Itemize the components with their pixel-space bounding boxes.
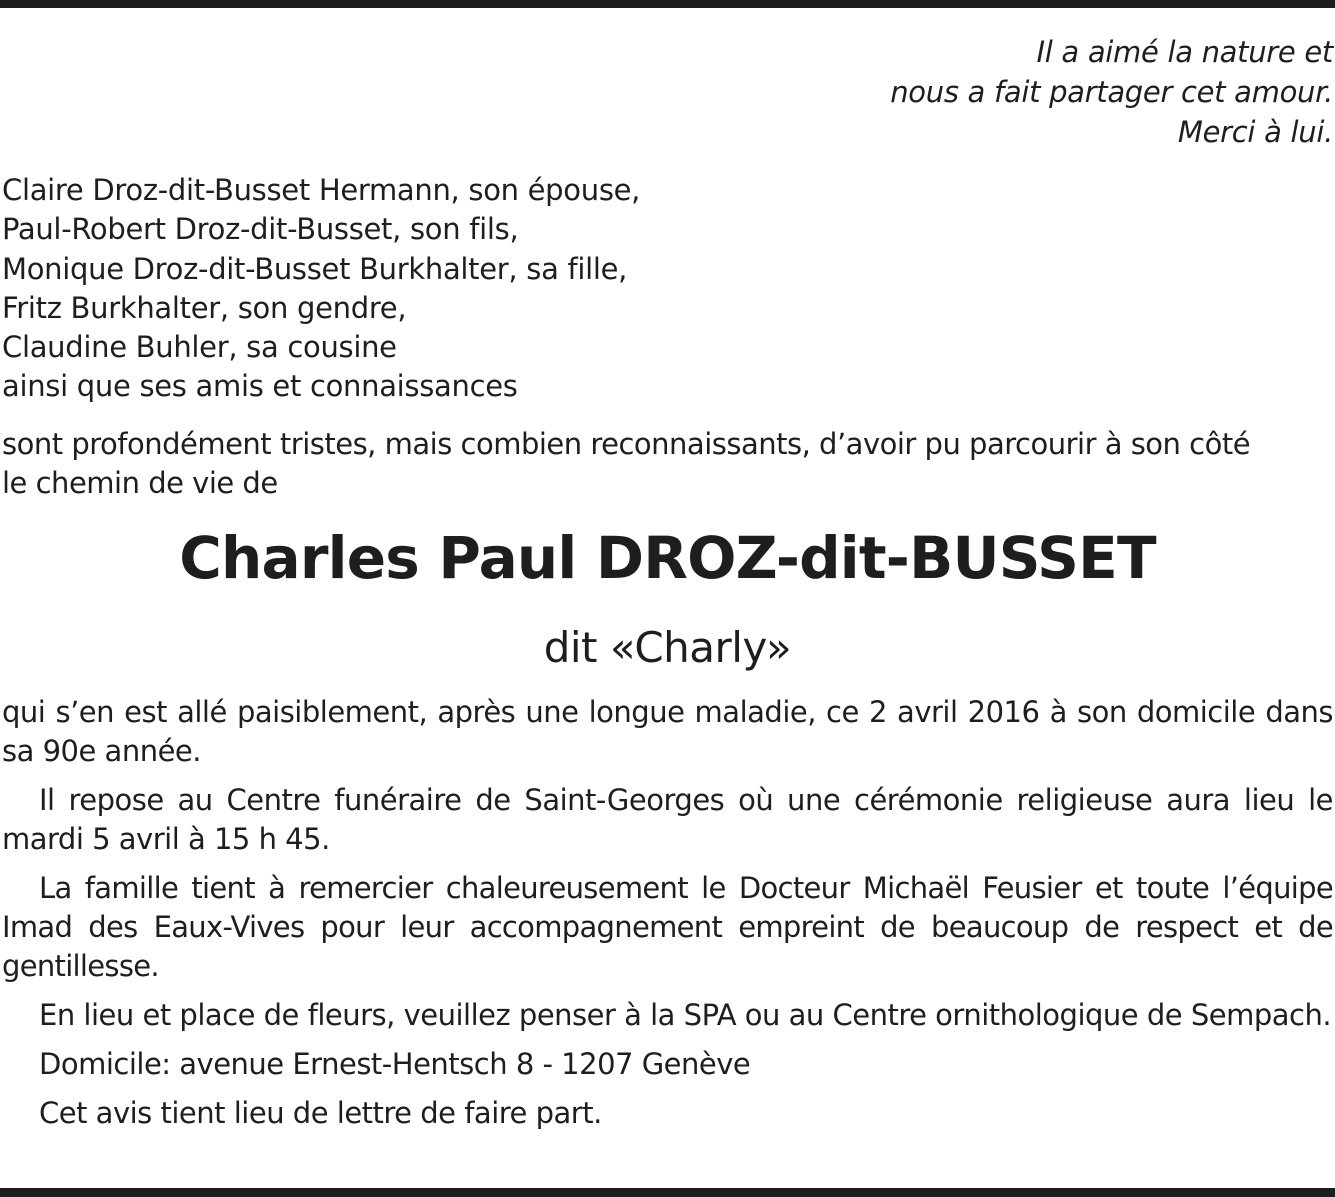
thanks-paragraph: La famille tient à remercier chaleureusement le Docteur Michaël Feusier et toute l’équipe Imad des Eaux-Vives pour leur accompagnement empreint de beaucoup de respect et de gentillesse. bbox=[2, 871, 1333, 983]
obituary-notice bbox=[0, 8, 1335, 1188]
family-member: ainsi que ses amis et connaissances bbox=[2, 369, 518, 404]
family-member: Claire Droz-dit-Busset Hermann, son épouse, bbox=[2, 173, 641, 207]
family-member: Claudine Buhler, sa cousine bbox=[2, 330, 397, 365]
deceased-nickname: dit «Charly» bbox=[543, 623, 792, 672]
notice-line: Cet avis tient lieu de lettre de faire part. bbox=[39, 1096, 602, 1130]
flowers-paragraph: En lieu et place de fleurs, veuillez penser à la SPA ou au Centre ornithologique de Sempach. bbox=[39, 998, 1332, 1032]
obituary-body bbox=[2, 693, 1333, 1143]
passing-paragraph: qui s’en est allé paisiblement, après une longue maladie, ce 2 avril 2016 à son domicile dans sa 90e année. bbox=[2, 695, 1333, 768]
intro-statement bbox=[2, 425, 1333, 503]
epigraph-quote bbox=[890, 32, 1333, 152]
top-border-rule bbox=[0, 0, 1335, 8]
epigraph-line: Il a aimé la nature et bbox=[1036, 35, 1333, 69]
family-member: Monique Droz-dit-Busset Burkhalter, sa fille, bbox=[2, 251, 628, 286]
ceremony-paragraph: Il repose au Centre funéraire de Saint-Georges où une cérémonie religieuse aura lieu le mardi 5 avril à 15 h 45. bbox=[2, 783, 1333, 856]
intro-line: le chemin de vie de bbox=[2, 466, 278, 500]
deceased-name: Charles Paul DROZ-dit-BUSSET bbox=[179, 524, 1156, 592]
family-list bbox=[2, 171, 640, 407]
intro-line: sont profondément tristes, mais combien reconnaissants, d’avoir pu parcourir à son côté bbox=[2, 427, 1251, 461]
family-member: Fritz Burkhalter, son gendre, bbox=[2, 290, 407, 325]
domicile-line: Domicile: avenue Ernest-Hentsch 8 - 1207 Genève bbox=[39, 1047, 751, 1081]
family-member: Paul-Robert Droz-dit-Busset, son fils, bbox=[2, 212, 519, 247]
bottom-border-rule bbox=[0, 1188, 1335, 1197]
epigraph-line: Merci à lui. bbox=[1177, 115, 1333, 149]
epigraph-line: nous a fait partager cet amour. bbox=[890, 75, 1333, 109]
